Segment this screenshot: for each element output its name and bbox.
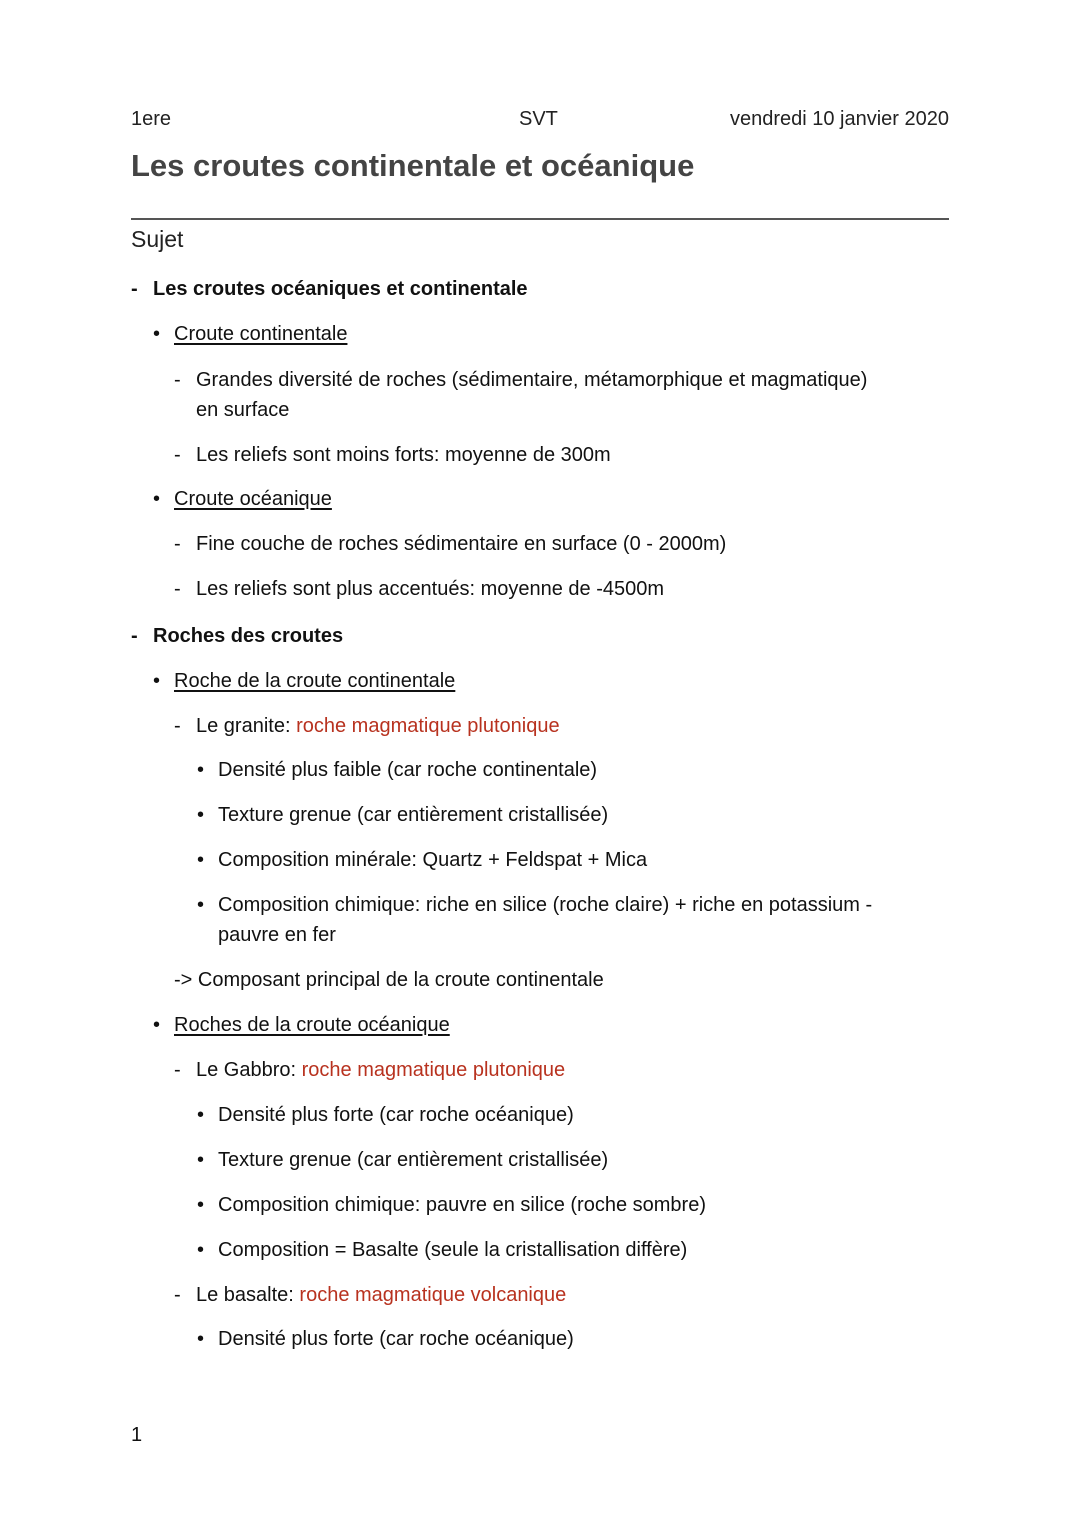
bullet-icon: • [197, 849, 205, 871]
bullet-icon: • [197, 759, 205, 781]
list-item [197, 1324, 574, 1354]
bullet-icon: • [153, 670, 161, 692]
item-text: Les reliefs sont plus accentués: moyenne de -4500m [196, 578, 665, 600]
bullet-icon: • [197, 1239, 205, 1261]
dash-icon: - [174, 444, 181, 466]
dash-icon: - [131, 625, 138, 647]
item-text: Composition chimique: pauvre en silice (roche sombre) [218, 1194, 706, 1216]
rock-type-highlight: roche magmatique volcanique [299, 1284, 567, 1306]
bullet-icon: • [153, 1014, 161, 1036]
list-item [153, 484, 332, 514]
dash-icon: - [174, 1284, 181, 1306]
list-item [131, 274, 528, 304]
item-text: Texture grenue (car entièrement cristallisée) [218, 804, 609, 826]
list-item [174, 965, 604, 995]
list-item [197, 800, 609, 830]
list-item [174, 440, 611, 470]
list-item [197, 890, 873, 950]
item-text: Croute continentale [174, 323, 348, 345]
header-class: 1ere [131, 108, 172, 130]
list-item [197, 1145, 609, 1175]
item-text: Le granite: [196, 715, 297, 737]
list-item [131, 621, 344, 651]
bullet-icon: • [197, 1149, 205, 1171]
list-item [197, 845, 648, 875]
list-item [197, 1100, 574, 1130]
rock-type-highlight: roche magmatique plutonique [296, 715, 560, 737]
bullet-icon: • [153, 488, 161, 510]
list-item [174, 574, 665, 604]
header-subject: SVT [519, 108, 558, 130]
dash-icon: - [174, 1059, 181, 1081]
list-item [197, 1190, 706, 1220]
header-date: vendredi 10 janvier 2020 [729, 108, 949, 130]
list-item [197, 1235, 688, 1265]
item-text: Grandes diversité de roches (sédimentaire, métamorphique et magmatique) [196, 369, 868, 391]
item-text: Densité plus faible (car roche continentale) [218, 759, 598, 781]
bullet-icon: • [153, 323, 161, 345]
item-text: Composition minérale: Quartz + Feldspat + Mica [218, 849, 648, 871]
bullet-icon: • [197, 894, 205, 916]
rock-type-highlight: roche magmatique plutonique [301, 1059, 566, 1081]
item-text: Roches des croutes [153, 625, 344, 647]
item-text: Croute océanique [174, 488, 332, 510]
list-item [153, 319, 348, 349]
page-number: 1 [131, 1424, 143, 1446]
item-text: Densité plus forte (car roche océanique) [218, 1104, 574, 1126]
list-item [153, 1010, 450, 1040]
item-text: Texture grenue (car entièrement cristallisée) [218, 1149, 609, 1171]
item-text: pauvre en fer [218, 924, 336, 946]
item-text: -> Composant principal de la croute continentale [174, 969, 604, 991]
title-divider [131, 218, 949, 220]
item-text: Les croutes océaniques et continentale [153, 278, 528, 300]
page-title: Les croutes continentale et océanique [131, 148, 695, 183]
dash-icon: - [174, 369, 181, 391]
item-text: Composition = Basalte (seule la cristallisation diffère) [218, 1239, 688, 1261]
list-item [174, 711, 560, 741]
item-text: Roches de la croute océanique [174, 1014, 450, 1036]
section-heading: Sujet [131, 226, 184, 252]
list-item [174, 1280, 567, 1310]
list-item [174, 529, 727, 559]
item-text: Le basalte: [196, 1284, 300, 1306]
dash-icon: - [131, 278, 138, 300]
list-item [197, 755, 598, 785]
bullet-icon: • [197, 1328, 205, 1350]
list-item [174, 365, 868, 425]
dash-icon: - [174, 715, 181, 737]
item-text: Roche de la croute continentale [174, 670, 456, 692]
dash-icon: - [174, 533, 181, 555]
item-text: Le Gabbro: [196, 1059, 302, 1081]
item-text: Fine couche de roches sédimentaire en surface (0 - 2000m) [196, 533, 727, 555]
bullet-icon: • [197, 1104, 205, 1126]
item-text: en surface [196, 399, 290, 421]
dash-icon: - [174, 578, 181, 600]
item-text: Densité plus forte (car roche océanique) [218, 1328, 574, 1350]
item-text: Les reliefs sont moins forts: moyenne de 300m [196, 444, 611, 466]
bullet-icon: • [197, 1194, 205, 1216]
item-text: Composition chimique: riche en silice (roche claire) + riche en potassium - [218, 894, 873, 916]
list-item [153, 666, 456, 696]
list-item [174, 1055, 566, 1085]
bullet-icon: • [197, 804, 205, 826]
